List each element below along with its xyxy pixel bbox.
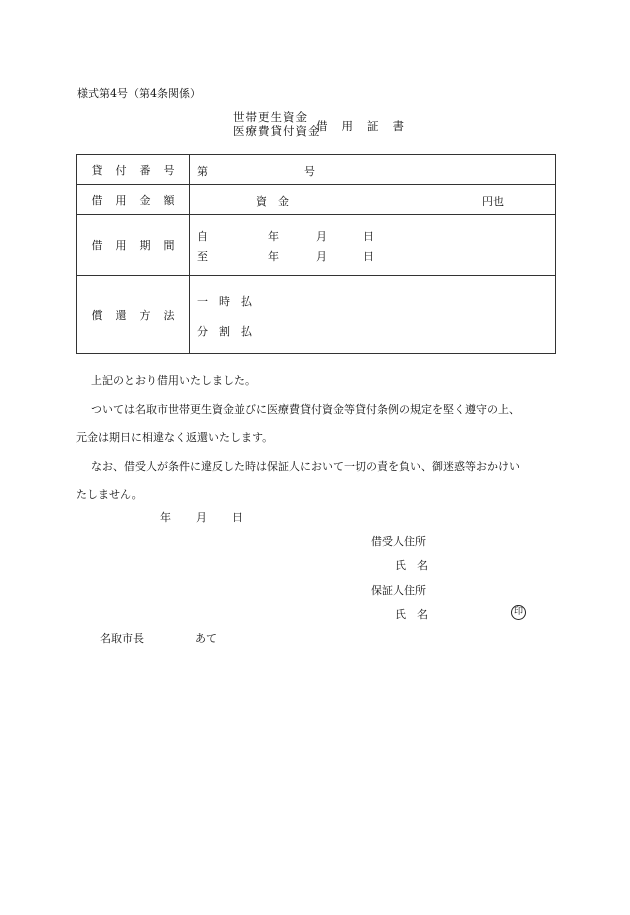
table-row-loan-number [77,155,556,185]
to-year: 年 [268,250,279,263]
from-year: 年 [268,230,279,243]
fund-word: 資 金 [256,195,289,208]
date-year: 年 [160,511,171,524]
period-to: 至 [197,250,208,263]
table-row-loan-amount [77,185,556,215]
installment-option: 分 割 払 [197,325,252,338]
seal-mark: 印 [511,605,526,620]
dai-prefix: 第 [197,165,208,178]
document-title: 借用証書 [316,119,418,133]
body-paragraph-2-line-2: 元金は期日に相違なく返還いたします。 [76,431,274,444]
body-paragraph-1: 上記のとおり借用いたしました。 [91,374,256,387]
body-paragraph-2-line-1: ついては名取市世帯更生資金並びに医療費貸付資金等貸付条例の規定を堅く遵守の上、 [91,403,520,416]
go-suffix: 号 [304,165,315,178]
loan-details-table [76,154,556,354]
title-fund-types [233,110,321,138]
guarantor-address-label: 保証人住所 [371,584,426,597]
addressee-mayor: 名取市長 [100,632,144,645]
value-repayment-method [190,276,556,354]
body-paragraph-3-line-2: たしません。 [76,488,143,501]
guarantor-name-label: 氏 名 [395,608,428,621]
yen-suffix: 円也 [482,195,504,208]
borrower-name-label: 氏 名 [395,559,428,572]
value-loan-period [190,215,556,276]
value-loan-number [190,155,556,185]
label-loan-period: 借用期間 [77,215,190,276]
label-loan-amount: 借用金額 [77,185,190,215]
label-loan-number: 貸付番号 [77,155,190,185]
from-month: 月 [316,230,327,243]
date-day: 日 [232,511,243,524]
label-repayment-method: 償還方法 [77,276,190,354]
borrower-address-label: 借受人住所 [371,535,426,548]
date-month: 月 [196,511,207,524]
lump-sum-option: 一 時 払 [197,295,252,308]
to-day: 日 [363,250,374,263]
value-loan-amount [190,185,556,215]
addressee-ate: あて [195,632,217,645]
period-from: 自 [197,230,208,243]
title-line-medical-fund: 医療費貸付資金 [233,124,321,138]
form-number: 様式第4号（第4条関係） [77,87,201,100]
from-day: 日 [363,230,374,243]
table-row-repayment-method [77,276,556,354]
to-month: 月 [316,250,327,263]
title-line-welfare-fund: 世帯更生資金 [233,110,308,124]
table-row-loan-period [77,215,556,276]
body-paragraph-3-line-1: なお、借受人が条件に違反した時は保証人において一切の責を負い、御迷惑等おかけい [91,460,520,473]
